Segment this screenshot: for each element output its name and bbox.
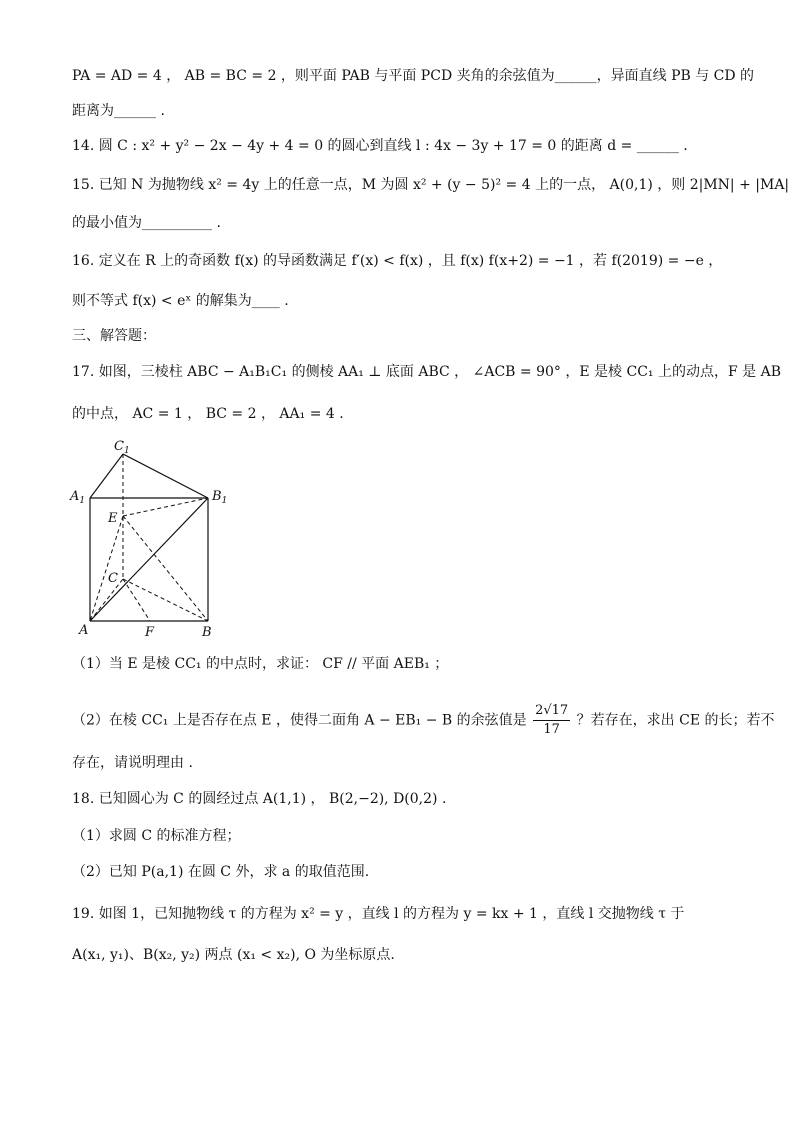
edge-EB — [123, 516, 208, 621]
problem-17-part1: （1）当 E 是棱 CC₁ 的中点时，求证： CF // 平面 AEB₁ ； — [72, 656, 449, 672]
label-B1: $B_1$ — [212, 489, 228, 506]
problem-19-line2: A(x₁, y₁)、B(x₂, y₂) 两点 (x₁ < x₂), O 为坐标原点. — [72, 947, 395, 963]
edge-AC — [90, 579, 123, 621]
edge-CB — [123, 579, 208, 621]
edge-EB1 — [123, 498, 208, 516]
label-B: B — [202, 625, 212, 640]
problem-16-line1: 16. 定义在 R 上的奇函数 f(x) 的导函数满足 f′(x) < f(x) ，且 f(x) f(x+2) = −1 ，若 f(2019) = −e ， — [72, 253, 723, 269]
problem-18: 18. 已知圆心为 C 的圆经过点 A(1,1) ， B(2,−2), D(0,2) . — [72, 791, 447, 807]
edge-EA — [90, 516, 123, 621]
problem-18-part2: （2）已知 P(a,1) 在圆 C 外，求 a 的取值范围. — [72, 864, 370, 880]
problem-17-line2: 的中点， AC = 1 ， BC = 2 ， AA₁ = 4 . — [72, 406, 344, 422]
problem-16-line2: 则不等式 f(x) < eˣ 的解集为____ . — [72, 293, 289, 309]
part2-text-pre: （2）在棱 CC₁ 上是否存在点 E ，使得二面角 A − EB₁ − B 的余弦值是 — [72, 712, 527, 729]
label-A1: $A_1$ — [70, 489, 86, 506]
section-three-heading: 三、解答题： — [72, 328, 156, 344]
problem-17-line1: 17. 如图，三棱柱 ABC − A₁B₁C₁ 的侧棱 AA₁ ⊥ 底面 ABC ， ∠ACB = 90° ，E 是棱 CC₁ 上的动点，F 是 AB — [72, 364, 781, 380]
problem-17-part2-line1 — [72, 702, 775, 739]
part2-text-post: ？若存在，求出 CE 的长；若不 — [576, 712, 775, 729]
problem-17-part2-line2: 存在，请说明理由 . — [72, 755, 193, 771]
problem-18-part1: （1）求圆 C 的标准方程； — [72, 828, 241, 844]
prism-figure — [68, 436, 238, 642]
problem-19-line1: 19. 如图 1，已知抛物线 τ 的方程为 x² = y ，直线 l 的方程为 y = kx + 1 ，直线 l 交抛物线 τ 于 — [72, 906, 685, 922]
prism-diagram — [68, 436, 238, 642]
label-F: F — [145, 625, 155, 640]
problem-15-line2: 的最小值为__________ . — [72, 215, 221, 231]
fraction-numerator: 2√17 — [533, 702, 570, 721]
edge-A1C1 — [90, 454, 123, 498]
cosine-fraction — [533, 702, 570, 739]
problem13-continuation: PA = AD = 4 ， AB = BC = 2 ，则平面 PAB 与平面 PCD 夹角的余弦值为______，异面直线 PB 与 CD 的 — [72, 68, 755, 84]
problem-14: 14. 圆 C : x² + y² − 2x − 4y + 4 = 0 的圆心到直线 l : 4x − 3y + 17 = 0 的距离 d = ______ . — [72, 138, 688, 154]
label-E: E — [108, 511, 118, 526]
problem-15-line1: 15. 已知 N 为抛物线 x² = 4y 上的任意一点，M 为圆 x² + (y − 5)² = 4 上的一点， A(0,1) ，则 2|MN| + |MA| — [72, 177, 790, 193]
edge-C1B1 — [123, 454, 208, 498]
problem13-distance-line: 距离为______ . — [72, 103, 165, 119]
fraction-denominator: 17 — [543, 722, 560, 737]
label-C: C — [108, 571, 118, 586]
label-C1: $C_1$ — [114, 439, 130, 456]
label-A: A — [79, 623, 89, 638]
